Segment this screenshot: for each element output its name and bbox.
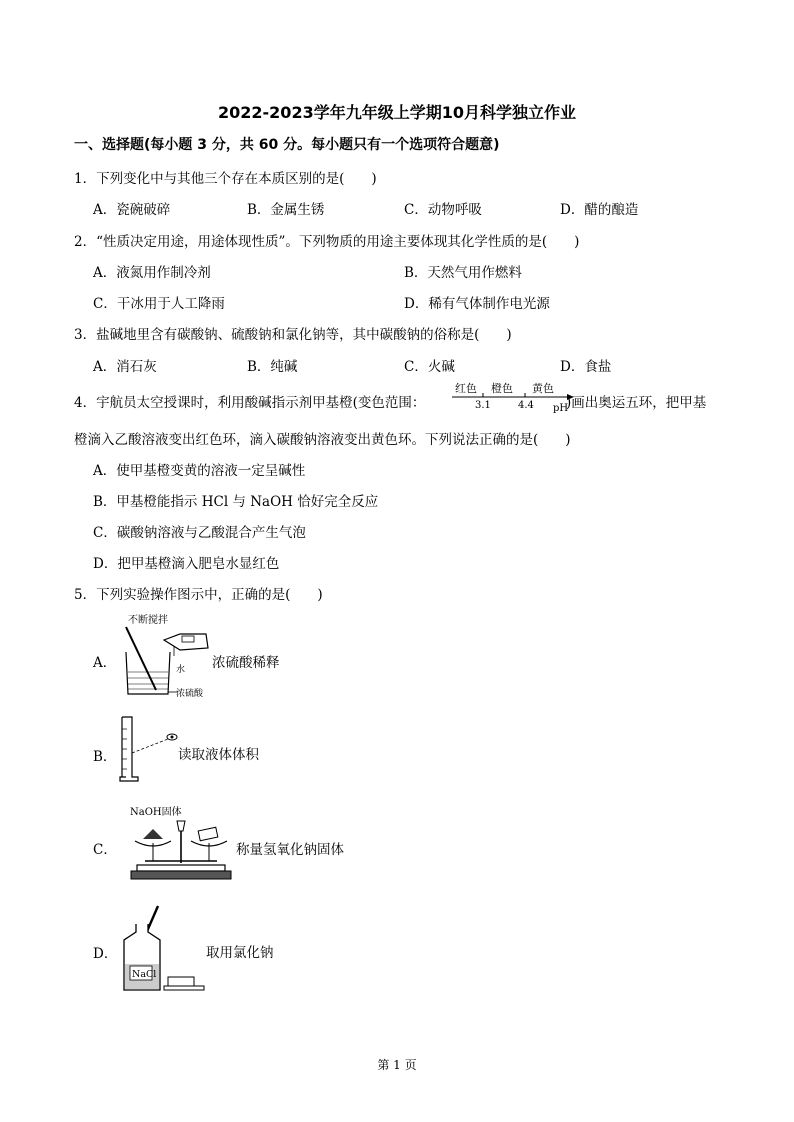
graduated-cylinder-figure — [118, 715, 178, 785]
page-title: 2022-2023学年九年级上学期10月科学独立作业 — [218, 103, 576, 122]
question-3-option-b: B．纯碱 — [247, 359, 298, 375]
scale-orange-label: 橙色 — [491, 382, 513, 395]
section-heading: 一、选择题(每小题 3 分，共 60 分。每小题只有一个选项符合题意) — [74, 137, 500, 153]
question-5-option-d-caption: 取用氯化钠 — [206, 945, 274, 961]
scale-red-label: 红色 — [455, 382, 477, 395]
scale-tick-label-1: 3.1 — [475, 400, 491, 411]
question-2-option-c: C．干冰用于人工降雨 — [93, 296, 225, 312]
question-4-stem-part-2: )画出奥运五环，把甲基 — [566, 395, 707, 411]
question-1-option-a: A．瓷碗破碎 — [93, 202, 171, 218]
page-number: 第 1 页 — [377, 1058, 417, 1072]
question-1-option-b: B．金属生锈 — [247, 202, 325, 218]
question-5-option-a-letter: A． — [93, 655, 117, 671]
question-3-option-c: C．火碱 — [404, 359, 455, 375]
question-4-option-d: D．把甲基橙滴入肥皂水显红色 — [93, 556, 280, 572]
question-3-stem: 3．盐碱地里含有碳酸钠、硫酸钠和氯化钠等，其中碳酸钠的俗称是( ) — [74, 327, 512, 343]
water-label: 水 — [176, 665, 186, 675]
glass-rod-icon — [126, 627, 156, 690]
naoh-label: NaOH固体 — [130, 807, 182, 818]
question-2-stem: 2．“性质决定用途，用途体现性质”。下列物质的用途主要体现其化学性质的是( ) — [74, 234, 580, 250]
question-4-stem-part-1: 4．宇航员太空授课时，利用酸碱指示剂甲基橙(变色范围： — [74, 395, 426, 411]
conc-acid-label: 浓硫酸 — [176, 689, 204, 699]
question-3-option-d: D．食盐 — [560, 359, 612, 375]
question-2-option-d: D．稀有气体制作电光源 — [404, 296, 550, 312]
scale-yellow-label: 黄色 — [532, 382, 554, 395]
weight-icon — [198, 827, 218, 841]
balance-figure — [125, 803, 235, 888]
question-2-option-a: A．液氮用作制冷剂 — [93, 265, 211, 281]
question-4-stem-part-3: 橙滴入乙酸溶液变出红色环，滴入碳酸钠溶液变出黄色环。下列说法正确的是( ) — [74, 432, 571, 448]
stir-label: 不断搅拌 — [128, 615, 168, 626]
question-5-option-a-caption: 浓硫酸稀释 — [212, 655, 280, 671]
solid-pile-icon — [143, 829, 163, 839]
question-5-option-c-caption: 称量氢氧化钠固体 — [236, 842, 344, 858]
question-1-option-c: C．动物呼吸 — [404, 202, 482, 218]
scale-tick-label-2: 4.4 — [518, 400, 534, 411]
ph-color-scale — [450, 380, 578, 414]
question-5-option-b-letter: B． — [93, 749, 117, 765]
question-3-option-a: A．消石灰 — [93, 359, 157, 375]
question-5-option-d-letter: D． — [93, 946, 118, 962]
balance-base-icon — [137, 865, 225, 871]
balance-foot-icon — [131, 871, 231, 879]
sulfuric-acid-dilution-figure — [118, 612, 213, 702]
question-2-option-b: B．天然气用作燃料 — [404, 265, 522, 281]
question-4-option-b: B．甲基橙能指示 HCl 与 NaOH 恰好完全反应 — [93, 494, 379, 510]
question-1-stem: 1．下列变化中与其他三个存在本质区别的是( ) — [74, 171, 377, 187]
question-4-option-a: A．使甲基橙变黄的溶液一定呈碱性 — [93, 463, 306, 479]
question-4-option-c: C．碳酸钠溶液与乙酸混合产生气泡 — [93, 525, 306, 541]
nacl-label: NaCl — [132, 969, 157, 980]
question-5-stem: 5．下列实验操作图示中，正确的是( ) — [74, 587, 323, 603]
sight-line — [132, 739, 168, 753]
question-5-option-c-letter: C． — [93, 842, 117, 858]
scale-axis-label: pH — [553, 403, 569, 414]
reagent-bottle-figure — [118, 902, 210, 994]
question-1-option-d: D．醋的酿造 — [560, 202, 639, 218]
question-5-option-b-caption: 读取液体体积 — [178, 747, 259, 763]
